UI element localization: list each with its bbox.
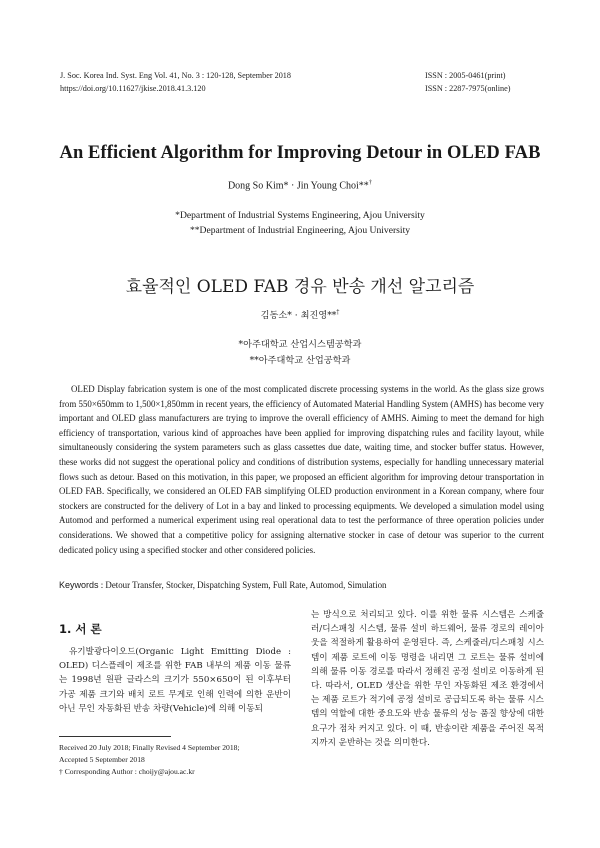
journal-header [60, 69, 291, 95]
author-list-korean [0, 307, 600, 321]
affiliation-korean-2: **아주대학교 산업공학과 [249, 354, 351, 366]
body-column-right: 는 방식으로 처리되고 있다. 이를 위한 물류 시스템은 스케줄러/디스패칭 시스템, 물류 설비 하드웨어, 물류 경로의 레이아웃을 적절하게 활용하여 운영된다. 즉, 스케줄러/디스패칭 시스템이 제품 로트에 이동 명령을 내리면 그 로트는 물류 설비에 의해 물류 이동 경로를 따라서 정해진 공정 설비로 이동하게 된다. 따라서, OLED 생산을 위한 무인 자동화된 제조 환경에서는 제품 로트가 적기에 공정 설비로 공급되도록 하는 물류 시스템의 역할에 대한 중요도와 반송 물류의 성능 품질 향상에 대한 요구가 점차 커지고 있다. 이 때, 반송이란 제품을 주어진 목적지까지 운반하는 것을 의미한다. [311, 610, 544, 748]
footnote-divider [59, 736, 171, 737]
received-date: Received 20 July 2018; Finally Revised 4 September 2018; [59, 743, 240, 752]
affiliation-1: *Department of Industrial Systems Engineering, Ajou University [175, 210, 425, 221]
author-names-korean: 김동소* · 최진영** [260, 310, 337, 321]
affiliation-korean-1: *아주대학교 산업시스템공학과 [238, 339, 362, 350]
affiliations [0, 208, 600, 238]
section-heading-introduction: 1. 서 론 [59, 622, 102, 636]
affiliations-korean [0, 337, 600, 368]
keywords-label: Keywords [59, 580, 99, 590]
abstract-text: OLED Display fabrication system is one of the most complicated discrete processing systems in the world. As the glass size grows from 550×650mm to 1,500×1,850mm in recent years, the efficiency of Automated Material Handling System (AMHS) has become very important and OLED glass manufacturers are trying to improve the overall efficiency of AMHS. Aiming to meet the demand for high efficiency of transportation, various kind of approaches have been applied for improving dispatching rules and facility layout, while simultaneously considering the system parameters such as glass cassettes due date, waiting time, and stocker buffer status. However, these works did not suggest the operational policy and conditions of distribution systems, especially for handling unnecessary material flows such as detour. Based on this motivation, in this paper, we proposed an efficient algorithm for improving detour transportation in OLED FAB. Specifically, we considered an OLED FAB simplifying OLED production environment in a Korean company, where four stockers are constructed for the delivery of Lot in a bay and linked to processing equipments. We developed a simulation model using Automod and performed a numerical experiment using real operational data to test the performance of three operation policies under considerations. We showed that a competitive policy for assigning alternative stocker in case of detour was superior to the current dedicated policy using a specified stocker and other considered policies. [59, 384, 544, 555]
corresponding-mark: † [368, 179, 373, 186]
accepted-date: Accepted 5 September 2018 [59, 755, 145, 765]
corresponding-mark-korean: † [336, 308, 340, 316]
author-list [0, 179, 600, 191]
paper-title-korean: 효율적인 OLED FAB 경유 반송 개선 알고리즘 [125, 277, 475, 297]
issn-online: ISSN : 2287-7975(online) [425, 84, 511, 93]
affiliation-2: **Department of Industrial Engineering, Ajou University [189, 225, 411, 236]
doi-link[interactable]: https://doi.org/10.11627/jkise.2018.41.3.120 [60, 84, 206, 93]
keywords-line [59, 580, 544, 590]
corresponding-author: † Corresponding Author : choijy@ajou.ac.kr [59, 767, 195, 777]
keywords-list: : Detour Transfer, Stocker, Dispatching System, Full Rate, Automod, Simulation [100, 580, 387, 590]
issn-block [425, 69, 511, 95]
issn-print: ISSN : 2005-0461(print) [425, 71, 506, 80]
journal-citation: J. Soc. Korea Ind. Syst. Eng Vol. 41, No. 3 : 120-128, September 2018 [60, 71, 291, 80]
author-names: Dong So Kim* · Jin Young Choi** [227, 180, 369, 192]
footnotes [59, 742, 299, 779]
body-column-left: 유기발광다이오드(Organic Light Emitting Diode : OLED) 디스플레이 제조를 위한 FAB 내부의 제품 이동 물류는 1998년 원판 글라스의 크기가 550×650이 된 이후부터 가공 제품 크기와 배치 로트 무게로 인해 인력에 의한 운반이 아닌 무인 자동화된 반송 차량(Vehicle)에 의해 이동되 [59, 647, 291, 714]
paper-title: An Efficient Algorithm for Improving Detour in OLED FAB [59, 143, 541, 163]
